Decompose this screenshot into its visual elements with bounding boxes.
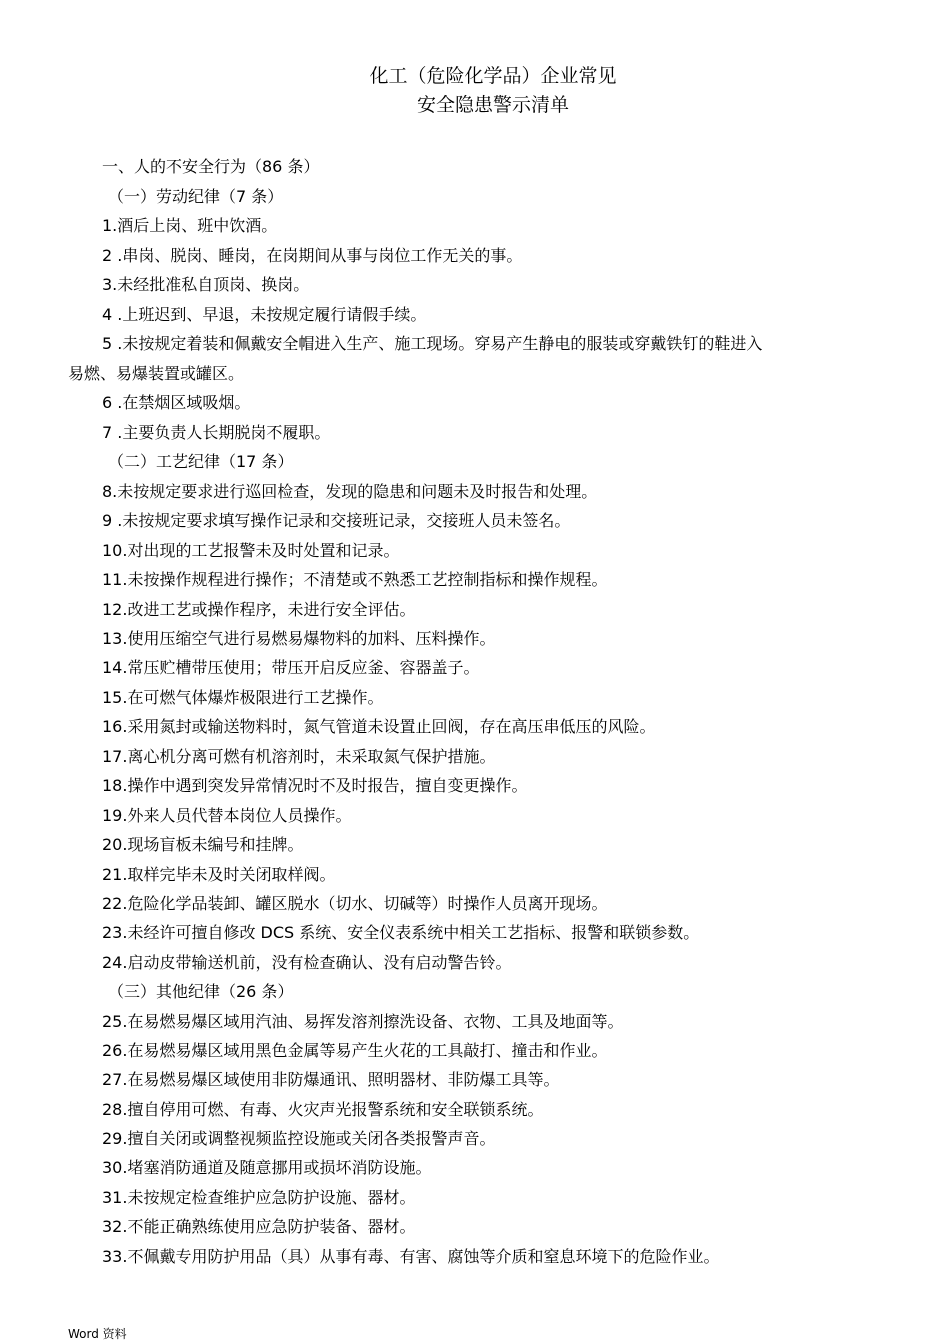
list-item: 29.擅自关闭或调整视频监控设施或关闭各类报警声音。: [102, 1129, 496, 1148]
list-item: 10.对出现的工艺报警未及时处置和记录。: [102, 541, 400, 560]
list-item: 21.取样完毕未及时关闭取样阀。: [102, 865, 336, 884]
subsection-heading-process-discipline: （二）工艺纪律（17 条）: [108, 452, 294, 471]
list-item: 20.现场盲板未编号和挂牌。: [102, 835, 304, 854]
list-item: 19.外来人员代替本岗位人员操作。: [102, 806, 352, 825]
list-item: 32.不能正确熟练使用应急防护装备、器材。: [102, 1217, 416, 1236]
section-heading-unsafe-behavior: 一、人的不安全行为（86 条）: [102, 157, 320, 176]
list-item: 6 .在禁烟区域吸烟。: [102, 393, 251, 412]
list-item: 17.离心机分离可燃有机溶剂时，未采取氮气保护措施。: [102, 747, 496, 766]
list-item: 8.未按规定要求进行巡回检查，发现的隐患和问题未及时报告和处理。: [102, 482, 598, 501]
list-item: 5 .未按规定着装和佩戴安全帽进入生产、施工现场。穿易产生静电的服装或穿戴铁钉的鞋进入: [102, 334, 763, 353]
list-item: 2 .串岗、脱岗、睡岗，在岗期间从事与岗位工作无关的事。: [102, 246, 523, 265]
document-title-line-2: 安全隐患警示清单: [416, 94, 569, 116]
subsection-heading-labor-discipline: （一）劳动纪律（7 条）: [108, 187, 284, 206]
page-footer: Word 资料: [68, 1327, 127, 1341]
list-item: 16.采用氮封或输送物料时，氮气管道未设置止回阀，存在高压串低压的风险。: [102, 717, 656, 736]
list-item: 9 .未按规定要求填写操作记录和交接班记录，交接班人员未签名。: [102, 511, 571, 530]
list-item: 14.常压贮槽带压使用；带压开启反应釜、容器盖子。: [102, 658, 480, 677]
list-item: 7 .主要负责人长期脱岗不履职。: [102, 423, 331, 442]
subsection-heading-other-discipline: （三）其他纪律（26 条）: [108, 982, 294, 1001]
list-item: 22.危险化学品装卸、罐区脱水（切水、切碱等）时操作人员离开现场。: [102, 894, 608, 913]
list-item-continuation: 易燃、易爆装置或罐区。: [68, 364, 245, 383]
list-item: 18.操作中遇到突发异常情况时不及时报告，擅自变更操作。: [102, 776, 528, 795]
list-item: 31.未按规定检查维护应急防护设施、器材。: [102, 1188, 416, 1207]
list-item: 28.擅自停用可燃、有毒、火灾声光报警系统和安全联锁系统。: [102, 1100, 544, 1119]
list-item: 27.在易燃易爆区域使用非防爆通讯、照明器材、非防爆工具等。: [102, 1070, 560, 1089]
list-item: 11.未按操作规程进行操作；不清楚或不熟悉工艺控制指标和操作规程。: [102, 570, 608, 589]
document-title-line-1: 化工（危险化学品）企业常见: [369, 65, 617, 87]
list-item: 23.未经许可擅自修改 DCS 系统、安全仪表系统中相关工艺指标、报警和联锁参数。: [102, 923, 700, 942]
list-item: 15.在可燃气体爆炸极限进行工艺操作。: [102, 688, 384, 707]
list-item: 1.酒后上岗、班中饮酒。: [102, 216, 278, 235]
list-item: 13.使用压缩空气进行易燃易爆物料的加料、压料操作。: [102, 629, 496, 648]
list-item: 3.未经批准私自顶岗、换岗。: [102, 275, 310, 294]
list-item: 12.改进工艺或操作程序，未进行安全评估。: [102, 600, 416, 619]
list-item: 24.启动皮带输送机前，没有检查确认、没有启动警告铃。: [102, 953, 512, 972]
list-item: 33.不佩戴专用防护用品（具）从事有毒、有害、腐蚀等介质和窒息环境下的危险作业。: [102, 1247, 720, 1266]
list-item: 4 .上班迟到、早退，未按规定履行请假手续。: [102, 305, 427, 324]
list-item: 26.在易燃易爆区域用黑色金属等易产生火花的工具敲打、撞击和作业。: [102, 1041, 608, 1060]
list-item: 25.在易燃易爆区域用汽油、易挥发溶剂擦洗设备、衣物、工具及地面等。: [102, 1012, 624, 1031]
list-item: 30.堵塞消防通道及随意挪用或损坏消防设施。: [102, 1158, 432, 1177]
